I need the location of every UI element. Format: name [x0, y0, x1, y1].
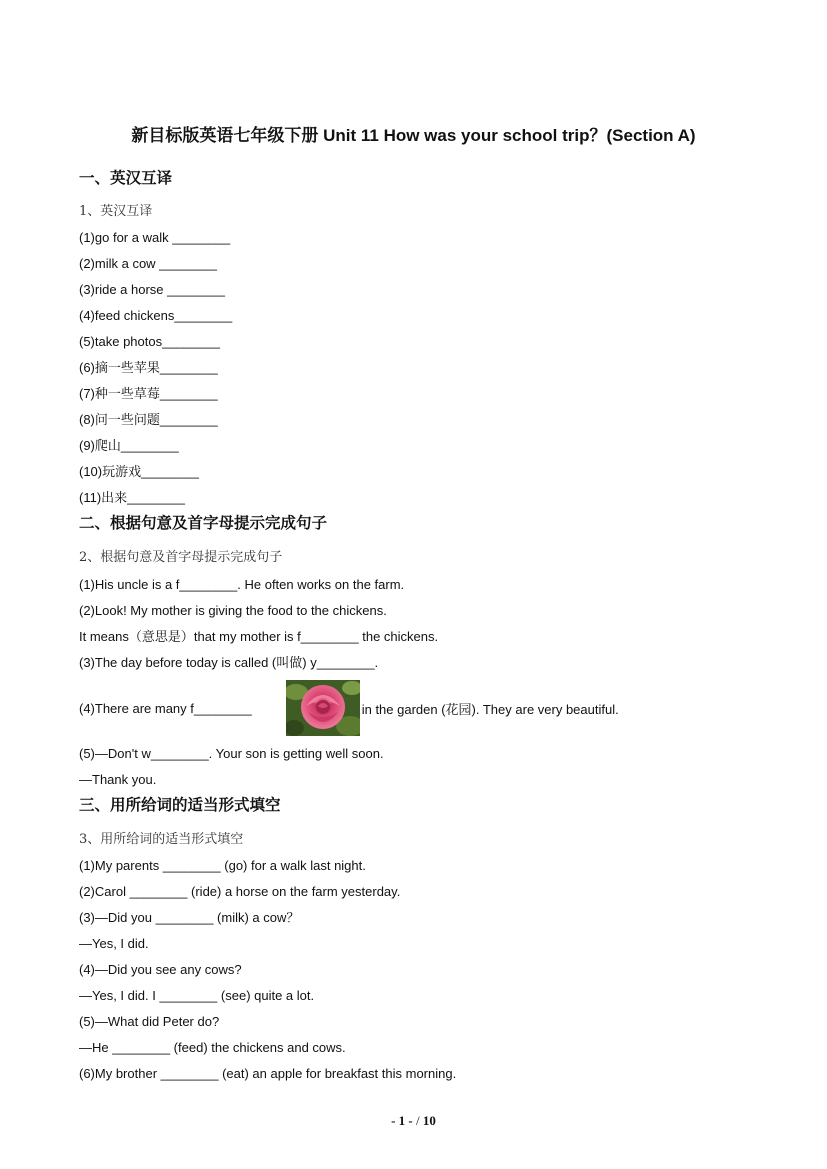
- question-label-3: 3、用所给词的适当形式填空: [79, 832, 244, 847]
- section-heading-1: 一、英汉互译: [79, 170, 173, 187]
- exercise-line: (9)爬山________: [79, 438, 179, 453]
- exercise-line: (4)—Did you see any cows?: [79, 962, 242, 977]
- section-heading-3: 三、用所给词的适当形式填空: [79, 797, 281, 814]
- question-label-1: 1、英汉互译: [79, 204, 153, 219]
- exercise-line: (3)ride a horse ________: [79, 282, 225, 297]
- exercise-line: (2)milk a cow ________: [79, 256, 218, 271]
- exercise-line: (5)—What did Peter do?: [79, 1014, 220, 1029]
- exercise-line: (5)—Don't w________. Your son is getting well soon.: [79, 746, 384, 761]
- exercise-line: (5)take photos________: [79, 334, 220, 349]
- exercise-line: —Yes, I did. I ________ (see) quite a lot.: [79, 988, 315, 1003]
- page-number: [0, 1112, 827, 1130]
- exercise-text-before-image: (4)There are many f________: [79, 700, 252, 716]
- exercise-line: —Yes, I did.: [79, 936, 149, 951]
- exercise-line: (2)Look! My mother is giving the food to the chickens.: [79, 603, 387, 618]
- question-label-2: 2、根据句意及首字母提示完成句子: [79, 550, 283, 565]
- exercise-line: (1)go for a walk ________: [79, 230, 231, 245]
- exercise-line: (1)His uncle is a f________. He often works on the farm.: [79, 577, 405, 592]
- exercise-line: (6)My brother ________ (eat) an apple for breakfast this morning.: [79, 1066, 457, 1081]
- exercise-line: (1)My parents ________ (go) for a walk last night.: [79, 858, 366, 873]
- pink-rose-photo-icon: [286, 680, 360, 736]
- exercise-line: (7)种一些草莓________: [79, 386, 218, 401]
- document-title: 新目标版英语七年级下册 Unit 11 How was your school trip？(Section A): [131, 126, 696, 145]
- page-number-total: 10: [422, 1113, 436, 1128]
- page-number-current: - 1 -: [391, 1113, 413, 1128]
- exercise-line: —He ________ (feed) the chickens and cows.: [79, 1040, 346, 1055]
- exercise-line: (8)问一些问题________: [79, 412, 218, 427]
- exercise-line: (3)—Did you ________ (milk) a cow？: [79, 910, 300, 925]
- exercise-line: (6)摘一些苹果________: [79, 360, 218, 375]
- exercise-line-with-image: [79, 679, 619, 737]
- exercise-line: (11)出来________: [79, 490, 185, 505]
- exercise-text-after-image: in the garden (花园). They are very beautiful.: [361, 701, 619, 717]
- exercise-line: (2)Carol ________ (ride) a horse on the farm yesterday.: [79, 884, 401, 899]
- exercise-line: It means（意思是）that my mother is f________ the chickens.: [79, 629, 439, 644]
- exercise-line: —Thank you.: [79, 772, 157, 787]
- exercise-line: (4)feed chickens________: [79, 308, 233, 323]
- exercise-line: (10)玩游戏________: [79, 464, 199, 479]
- page-number-separator: /: [412, 1113, 423, 1128]
- exercise-line: (3)The day before today is called (叫做) y________.: [79, 655, 379, 670]
- section-heading-2: 二、根据句意及首字母提示完成句子: [79, 515, 328, 532]
